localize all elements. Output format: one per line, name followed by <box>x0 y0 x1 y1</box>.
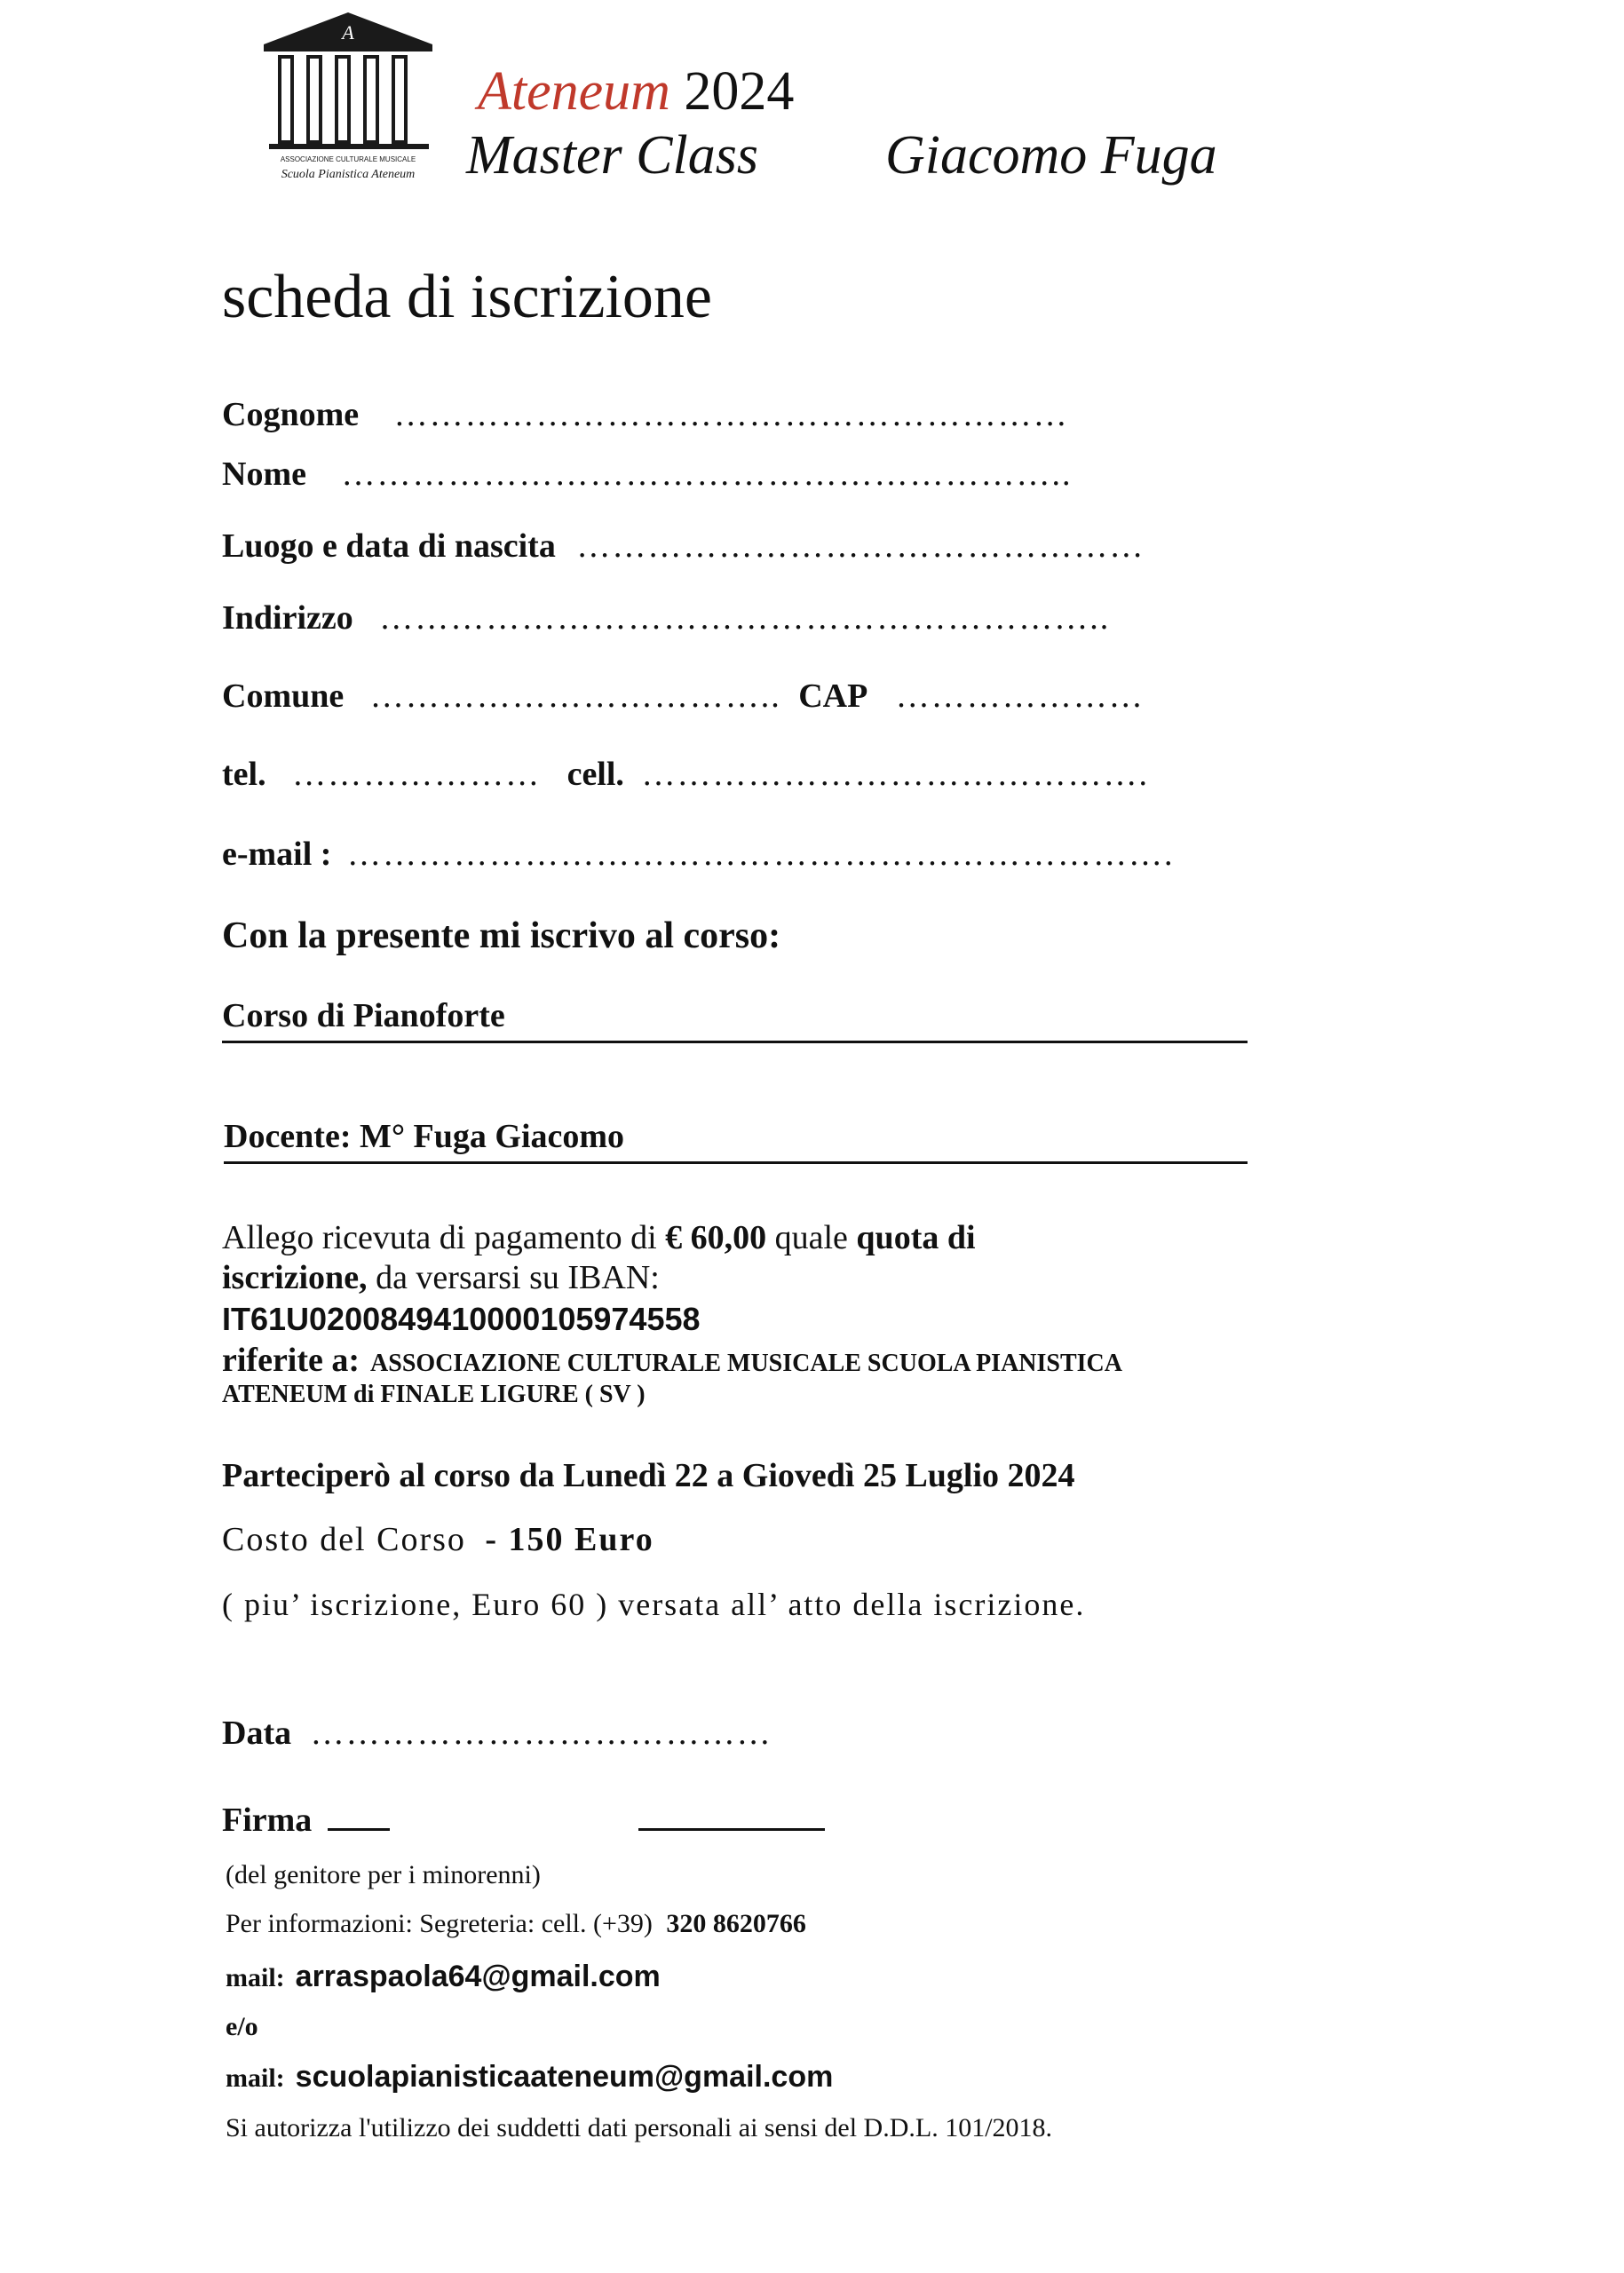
privacy-note: Si autorizza l'utilizzo dei suddetti dati personali ai sensi del D.D.L. 101/2018. <box>226 2113 1053 2142</box>
field-label-cap: CAP <box>798 677 867 715</box>
mail-label: mail: <box>226 2063 285 2093</box>
payment-line-2 <box>222 1258 660 1297</box>
field-comune[interactable] <box>222 677 1145 716</box>
field-dots: …………………………….. <box>369 677 781 715</box>
svg-text:Scuola Pianistica Ateneum: Scuola Pianistica Ateneum <box>281 168 416 181</box>
phone-number: 320 8620766 <box>666 1909 806 1938</box>
cost-note: ( piu’ iscrizione, Euro 60 ) versata all’ atto della iscrizione. <box>222 1587 1086 1622</box>
payment-reference <box>222 1341 1122 1380</box>
subtitle-left: Master Class <box>466 125 758 186</box>
field-dots: …………………………………………………….. <box>341 455 1073 493</box>
event-title <box>478 60 794 123</box>
field-label: Comune <box>222 677 345 715</box>
teacher-name: Docente: M° Fuga Giacomo <box>224 1117 1248 1164</box>
field-dots: ……………………………………………………………. <box>346 836 1175 873</box>
logo <box>253 11 444 184</box>
field-tel[interactable] <box>222 755 1149 794</box>
reference-label: riferite a: <box>222 1342 360 1379</box>
payment-text: quale <box>766 1219 857 1256</box>
course-cost <box>222 1520 654 1559</box>
signature-field[interactable] <box>222 1801 825 1840</box>
field-label: e-mail : <box>222 836 332 873</box>
field-data[interactable] <box>222 1714 772 1753</box>
field-dots: ………………………………… <box>310 1715 772 1752</box>
payment-amount: € 60,00 <box>665 1219 767 1256</box>
signature-line[interactable] <box>328 1802 825 1831</box>
field-label: Cognome <box>222 396 360 433</box>
mail-address-1[interactable]: arraspaola64@gmail.com <box>295 1960 661 1993</box>
field-label: Nome <box>222 455 306 493</box>
field-label: Data <box>222 1715 292 1752</box>
field-luogo-data-nascita[interactable] <box>222 527 1145 566</box>
payment-text: Allego ricevuta di pagamento di <box>222 1219 666 1256</box>
field-dots: ………………………………………………… <box>393 396 1069 433</box>
cost-value: - 150 Euro <box>485 1521 654 1558</box>
svg-text:ASSOCIAZIONE CULTURALE MUSICAL: ASSOCIAZIONE CULTURALE MUSICALE <box>280 155 416 163</box>
payment-text: da versarsi su IBAN: <box>367 1259 660 1296</box>
temple-logo-icon <box>253 11 444 184</box>
field-dots-cell: ……………………………………. <box>641 756 1149 793</box>
mail-line-2 <box>226 2060 833 2095</box>
field-label: Firma <box>222 1802 313 1839</box>
and-or: e/o <box>226 2012 258 2041</box>
enroll-heading: Con la presente mi iscrivo al corso: <box>222 915 781 956</box>
payment-text-bold: iscrizione, <box>222 1259 368 1296</box>
title-word: Ateneum <box>478 61 670 122</box>
field-dots: ………………………………………… <box>576 527 1145 565</box>
form-heading: scheda di iscrizione <box>222 263 713 331</box>
field-label: Indirizzo <box>222 599 353 637</box>
field-label: Luogo e data di nascita <box>222 527 556 565</box>
field-dots: …………………………………………………….. <box>379 599 1111 637</box>
field-email[interactable] <box>222 835 1174 874</box>
field-nome[interactable] <box>222 455 1072 494</box>
field-dots-cap: ………………… <box>895 677 1145 715</box>
course-name: Corso di Pianoforte <box>222 996 1248 1043</box>
subtitle-right: Giacomo Fuga <box>885 125 1217 186</box>
signature-note: (del genitore per i minorenni) <box>226 1860 541 1889</box>
cost-label: Costo del Corso <box>222 1521 466 1558</box>
course-dates: Parteciperò al corso da Lunedì 22 a Giovedì 25 Luglio 2024 <box>222 1457 1075 1494</box>
field-cognome[interactable] <box>222 395 1069 434</box>
field-label: tel. <box>222 756 266 793</box>
mail-line-1 <box>226 1960 661 1994</box>
field-label-cell: cell. <box>566 756 624 793</box>
payment-text-bold: quota di <box>856 1219 976 1256</box>
iban: IT61U0200849410000105974558 <box>222 1301 701 1337</box>
title-year: 2024 <box>684 61 795 122</box>
info-text: Per informazioni: Segreteria: cell. (+39) <box>226 1909 653 1938</box>
reference-text-2: ATENEUM di FINALE LIGURE ( SV ) <box>222 1381 646 1408</box>
mail-address-2[interactable]: scuolapianisticaateneum@gmail.com <box>295 2060 834 2094</box>
mail-label: mail: <box>226 1963 285 1992</box>
field-dots: ………………… <box>292 756 542 793</box>
reference-text: ASSOCIAZIONE CULTURALE MUSICALE SCUOLA PIANISTICA <box>370 1350 1122 1377</box>
svg-text:A: A <box>342 21 354 44</box>
payment-line-1 <box>222 1218 976 1257</box>
field-indirizzo[interactable] <box>222 598 1110 638</box>
info-line <box>226 1909 806 1939</box>
